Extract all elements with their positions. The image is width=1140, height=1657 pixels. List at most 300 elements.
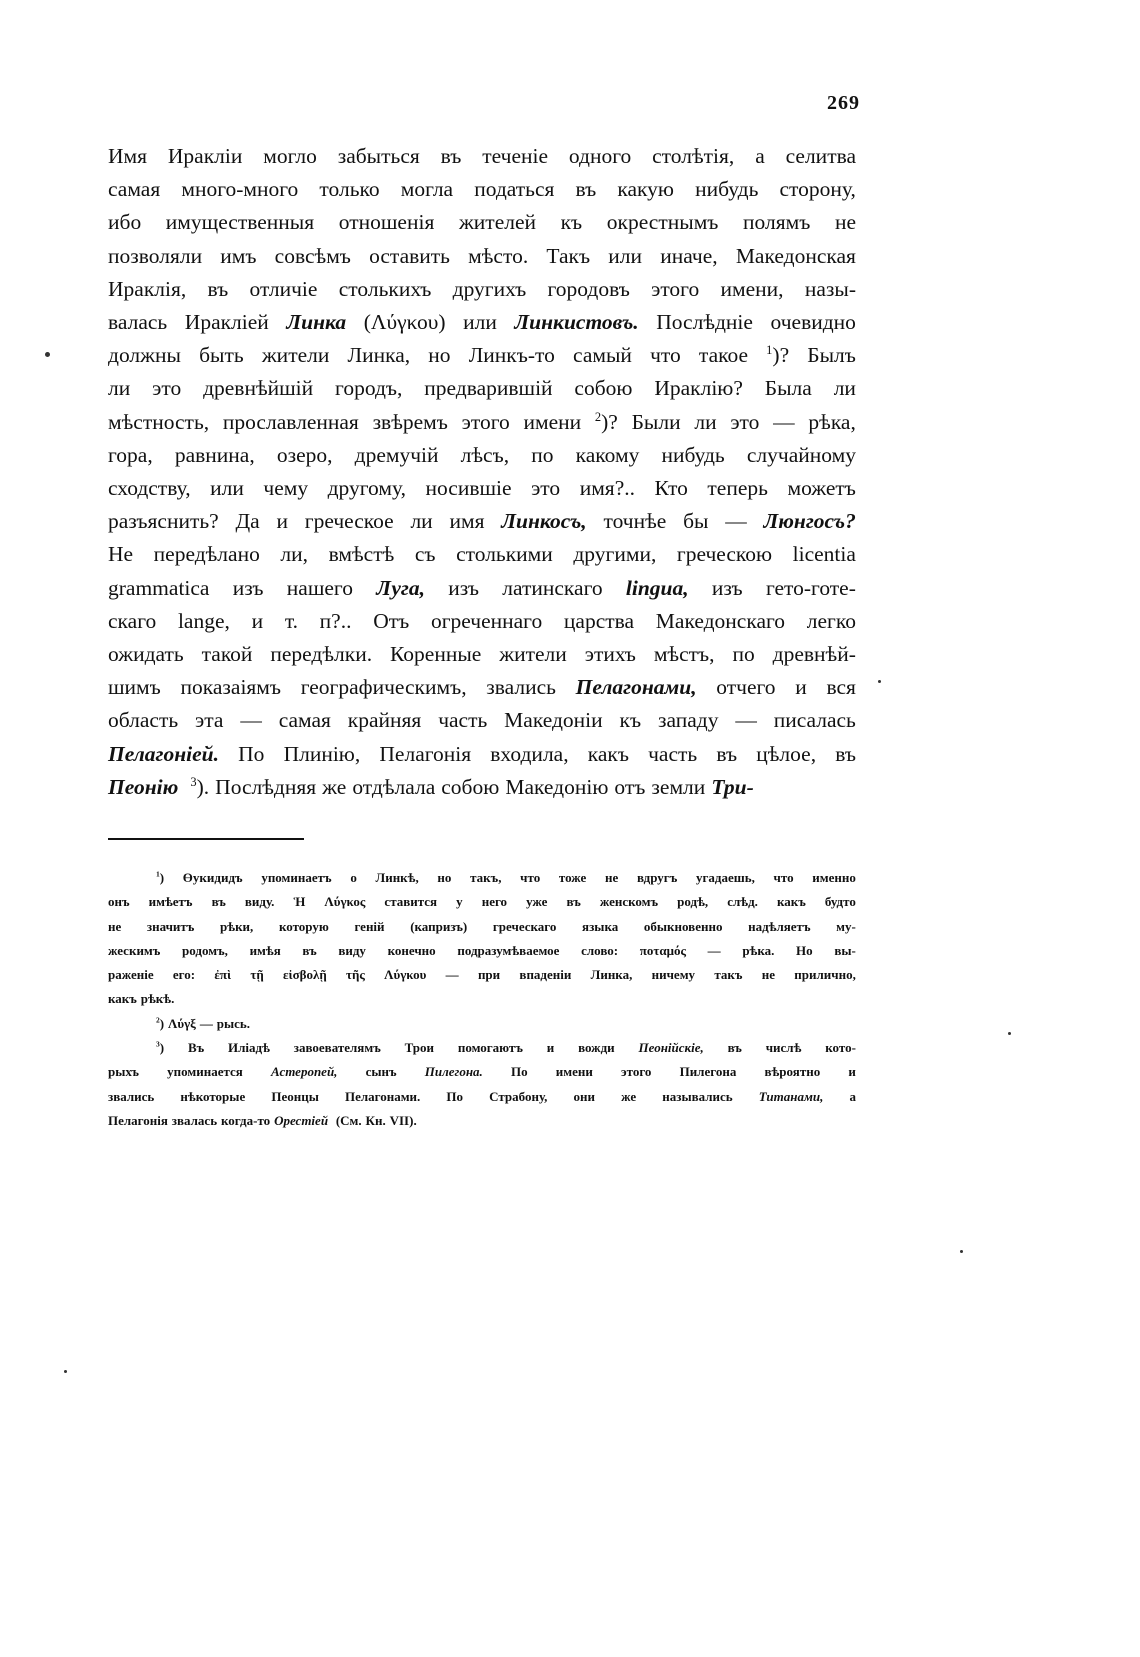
word: жители [499,642,567,667]
word: Македонская [735,243,856,268]
word: географическимъ, [300,675,467,700]
word: По [446,1088,464,1104]
word: — [199,1015,213,1031]
word: въ [302,942,317,958]
word: этого [461,409,510,434]
word: собою [441,774,500,799]
word: мѣстность, [108,409,210,434]
word: скаго [108,608,157,633]
word: отдѣлала [352,774,436,799]
word: τῇ [250,967,264,983]
word: шимъ [108,675,161,700]
body-line [108,173,856,206]
word: въ [440,144,462,168]
footnote-line [108,915,856,939]
word: Кн. [365,1112,386,1128]
word: полямъ [743,210,811,235]
word: ибо [108,210,142,235]
word: оставить [369,243,450,268]
word: Не [108,542,134,567]
word: по [732,642,755,667]
word: этого [621,1064,652,1080]
word: не [108,918,122,934]
word: виду. [244,894,275,910]
word: греческое [304,509,394,534]
word: Ἡ [293,894,306,910]
word: имъ [220,243,257,268]
word: Линка, [590,967,633,983]
word: отношенія [338,210,435,235]
word: передѣлки. [270,642,373,667]
word: съ [414,542,436,567]
word: ставится [384,894,438,910]
word: Λύγκος [324,894,366,910]
body-line [108,671,856,704]
scan-speck [960,1250,963,1253]
body-line [108,638,856,671]
word: Луга, [376,575,425,600]
word: другому, [327,476,406,501]
word: этихъ [584,642,636,667]
word: VII). [389,1112,417,1128]
word: Λύγξ [168,1015,196,1031]
word: Ираклію? [654,376,743,401]
word: Трои [404,1040,435,1056]
word: подразумѣваемое [457,942,560,958]
word: носившіе [425,476,512,501]
word: озеро, [276,442,333,467]
word: столькими [456,542,553,567]
word: вы- [834,942,856,958]
word: имя?.. [579,476,635,501]
word: Пеонцы [271,1088,319,1104]
word: нибудь [661,442,725,467]
word: вся [826,675,856,700]
word: сходству, [108,476,191,501]
word: и [795,675,807,700]
word: иначе, [660,243,718,268]
word: му- [836,918,856,934]
word: $^2$)? [594,409,618,434]
word: родомъ, [182,942,228,958]
word: должны [108,343,181,368]
word: Да [235,509,260,534]
footnote-line [108,987,856,1011]
word: и [546,1040,555,1056]
word: Пелагонами, [575,675,697,700]
word: звѣремъ [372,409,448,434]
word: какъ [108,991,137,1007]
word: какъ [587,741,629,766]
word: можетъ [787,476,856,501]
word: имѣетъ [148,894,193,910]
word: ли [694,409,717,434]
word: Пелагонами. [344,1088,421,1104]
word: ἐπὶ [214,967,232,983]
word: только [319,177,380,202]
word: Линкосъ, [501,509,587,534]
word: селитва [785,144,856,168]
word: — [773,409,795,434]
word: εἰσβολῇ [282,967,327,983]
word: назывались [662,1088,733,1104]
word: и [276,509,288,534]
footnote-line [108,890,856,914]
word: тоже [558,870,587,885]
word: отличіе [249,276,318,301]
body-line [108,339,856,372]
word: упоминаетъ [261,870,332,885]
word: прославленная [222,409,359,434]
word: не [834,210,856,235]
word: вожди [578,1040,615,1056]
word: въ [566,894,581,910]
word: но [428,343,451,368]
word: въ [716,741,738,766]
word: прилично, [794,967,856,983]
word: Титанами, [758,1088,824,1104]
word: виду [338,942,366,958]
word: По [510,1064,528,1080]
word: имени [555,1064,593,1080]
word: $^3$) [156,1039,165,1056]
word: — [735,708,757,733]
word: grammatica [108,575,210,600]
word: которую [278,918,329,934]
word: въ [211,894,226,910]
word: у [456,894,463,910]
word: такъ, [470,870,502,885]
word: податься [474,177,555,202]
word: бы [683,509,709,534]
word: самая [108,177,161,202]
word: Орестіей [274,1112,329,1128]
word: а [755,144,765,168]
word: Былъ [807,343,856,368]
word: этого [651,276,700,301]
word: къ [619,708,642,733]
word: Послѣдняя [215,774,317,799]
word: разъяснить? [108,509,219,534]
word: земли [651,774,706,799]
word: такой [201,642,253,667]
word: древнѣйшій [203,376,314,401]
word: что [773,870,794,885]
word: случайному [746,442,856,467]
word: гето-готе- [765,575,856,600]
footnote-line [108,1109,856,1133]
body-line [108,206,856,239]
body-line [108,439,856,472]
word: (капризъ) [410,918,468,934]
word: это [730,409,760,434]
word: какую [617,177,674,202]
word: много-много [181,177,299,202]
word: Кто [654,476,688,501]
word: Плинію, [283,741,361,766]
body-line [108,472,856,505]
word: имѣя [249,942,281,958]
word: точнѣе [603,509,667,534]
word: чему [263,476,309,501]
word: нѣкоторые [180,1088,246,1104]
word: такое [698,343,749,368]
word: вмѣстѣ [328,542,395,567]
word: рысь. [216,1015,251,1031]
word: жители [261,343,330,368]
scan-speck [878,680,881,683]
word: это [152,376,182,401]
word: они [573,1088,595,1104]
word: изъ [232,575,264,600]
body-line [108,306,856,339]
word: ли, [280,542,309,567]
word: очевидно [770,310,856,335]
word: а [849,1088,856,1104]
word: Линкъ-то [468,343,555,368]
word: назы- [804,276,856,301]
word: легко [806,608,856,633]
word: Пелагоніей. [108,741,219,766]
word: латинскаго [502,575,603,600]
word: рѣкѣ. [140,991,175,1007]
word: или [608,243,643,268]
word: совсѣмъ [274,243,351,268]
footnote-line [108,1085,856,1109]
footnote-line [108,1036,856,1060]
word: въ [727,1040,742,1056]
word: Коренные [390,642,482,667]
body-line [108,505,856,538]
word: значитъ [146,918,195,934]
word: lingua, [625,575,689,600]
word: Въ [187,1040,205,1056]
word: Пилегона. [424,1064,483,1080]
word: звалась [171,1112,218,1128]
footnote-line [108,1012,856,1036]
word: — [707,942,721,958]
word: собою [574,376,633,401]
word: лѣсъ, [460,442,510,467]
word: рѣка. [742,942,775,958]
word: греческою [676,542,773,567]
word: — [725,509,747,534]
word: Линка [286,310,347,335]
scan-speck [64,1370,67,1373]
word: Иліадѣ [228,1040,270,1056]
word: забыться [337,144,420,168]
word: (См. [335,1112,362,1128]
word: угадаешь, [695,870,755,885]
word: Три- [711,774,754,799]
word: отъ [614,774,646,799]
word: быть [199,343,244,368]
word: равнина, [174,442,255,467]
word: Пелагонія [108,1112,168,1128]
word: — [445,967,459,983]
word: мѣсто. [468,243,529,268]
word: геній [354,918,385,934]
word: показаіямъ [180,675,282,700]
word: часть [648,741,698,766]
body-line [108,372,856,405]
word: Линка, [347,343,411,368]
word: какъ [776,894,806,910]
word: входила, [490,741,569,766]
body-line [108,572,856,605]
word: въ [207,276,229,301]
word: Такъ [546,243,591,268]
word: Страбону, [489,1088,548,1104]
word: (Λύγκου) [363,310,446,335]
word: отчего [716,675,776,700]
word: слѣд. [727,894,758,910]
word: Ираклія, [108,276,187,301]
word: Послѣдніе [656,310,753,335]
word: о [350,870,357,885]
word: же [322,774,347,799]
word: него [481,894,508,910]
footnote-line [108,939,856,963]
word: имя [449,509,485,534]
word: эта [195,708,224,733]
word: Были [631,409,681,434]
word: что [520,870,541,885]
body-line [108,538,856,571]
word: $^1$) [156,869,165,885]
body-line [108,273,856,306]
word: самая [278,708,331,733]
body-line [108,738,856,771]
word: греческаго [492,918,557,934]
word: Но [796,942,813,958]
word: рѣки, [220,918,254,934]
word: будто [824,894,856,910]
word: Отъ [373,608,410,633]
word: Люнгосъ? [763,509,856,534]
word: другихъ [452,276,527,301]
word: городовъ [547,276,630,301]
word: но [437,870,452,885]
word: область [108,708,179,733]
word: древнѣй- [772,642,856,667]
word: жителей [458,210,537,235]
footnote-line [108,1060,856,1084]
word: вѣроятно [764,1064,821,1080]
word: — [240,708,262,733]
word: конечно [387,942,436,958]
body-line [108,406,856,439]
word: $^2$) [156,1015,165,1031]
word: не [605,870,619,885]
word: женскомъ [599,894,659,910]
word: Ираклiей [184,310,269,335]
word: писалась [773,708,856,733]
word: Пилегона [679,1064,737,1080]
word: Λύγκου [384,967,427,983]
word: обыкновенно [643,918,723,934]
word: другими, [573,542,657,567]
word: позволяли [108,243,203,268]
word: Астеропей, [270,1064,338,1080]
word: языка [582,918,619,934]
word: крайняя [347,708,422,733]
word: Пелагонія [379,741,472,766]
word: Өукидидъ [182,870,243,885]
word: надѣляетъ [748,918,811,934]
word: сторону, [779,177,856,202]
word: имущественныя [165,210,315,235]
word: числѣ [765,1040,802,1056]
word: теченіе [482,144,549,168]
word: $^3$). [190,774,210,799]
word: имени, [720,276,784,301]
word: Линкѣ, [375,870,419,885]
word: часть [438,708,488,733]
word: предварившій [424,376,553,401]
word: или [463,310,497,335]
footnotes [108,866,856,1133]
word: онъ [108,894,130,910]
word: самый [573,343,632,368]
word: раженіе [108,967,154,983]
word: изъ [711,575,743,600]
word: западу [657,708,719,733]
word: звались [108,1088,155,1104]
word: это [531,476,561,501]
word: Македонію [505,774,609,799]
word: въ [835,741,856,766]
word: къ [560,210,583,235]
body-line [108,140,856,173]
word: изъ [448,575,479,600]
word: жескимъ [108,942,161,958]
word: когда-то [220,1112,271,1128]
word: lange, [177,608,230,633]
word: нибудь [695,177,759,202]
word: помогаютъ [457,1040,523,1056]
scan-speck [1008,1032,1011,1035]
body-text [108,140,856,804]
word: и [848,1064,856,1080]
word: не [761,967,775,983]
word: По [238,741,265,766]
word: нашего [286,575,353,600]
word: теперь [707,476,768,501]
word: одного [568,144,632,168]
word: кото- [825,1040,856,1056]
word: царства [563,608,635,633]
word: Пеонійскіе, [638,1040,704,1056]
word: и [251,608,264,633]
word: могло [263,144,317,168]
word: могла [400,177,454,202]
word: $^1$)? [766,343,790,368]
word: столѣтія, [652,144,735,168]
word: т. [284,608,298,633]
word: τῆς [346,967,365,983]
word: передѣлано [153,542,260,567]
word: ли [108,376,131,401]
word: звались [486,675,556,700]
word: его: [172,967,196,983]
word: валась [108,310,168,335]
word: или [210,476,244,501]
word: Македонскаго [655,608,786,633]
word: ли [833,376,856,401]
word: цѣлое, [756,741,817,766]
word: гора, [108,442,153,467]
